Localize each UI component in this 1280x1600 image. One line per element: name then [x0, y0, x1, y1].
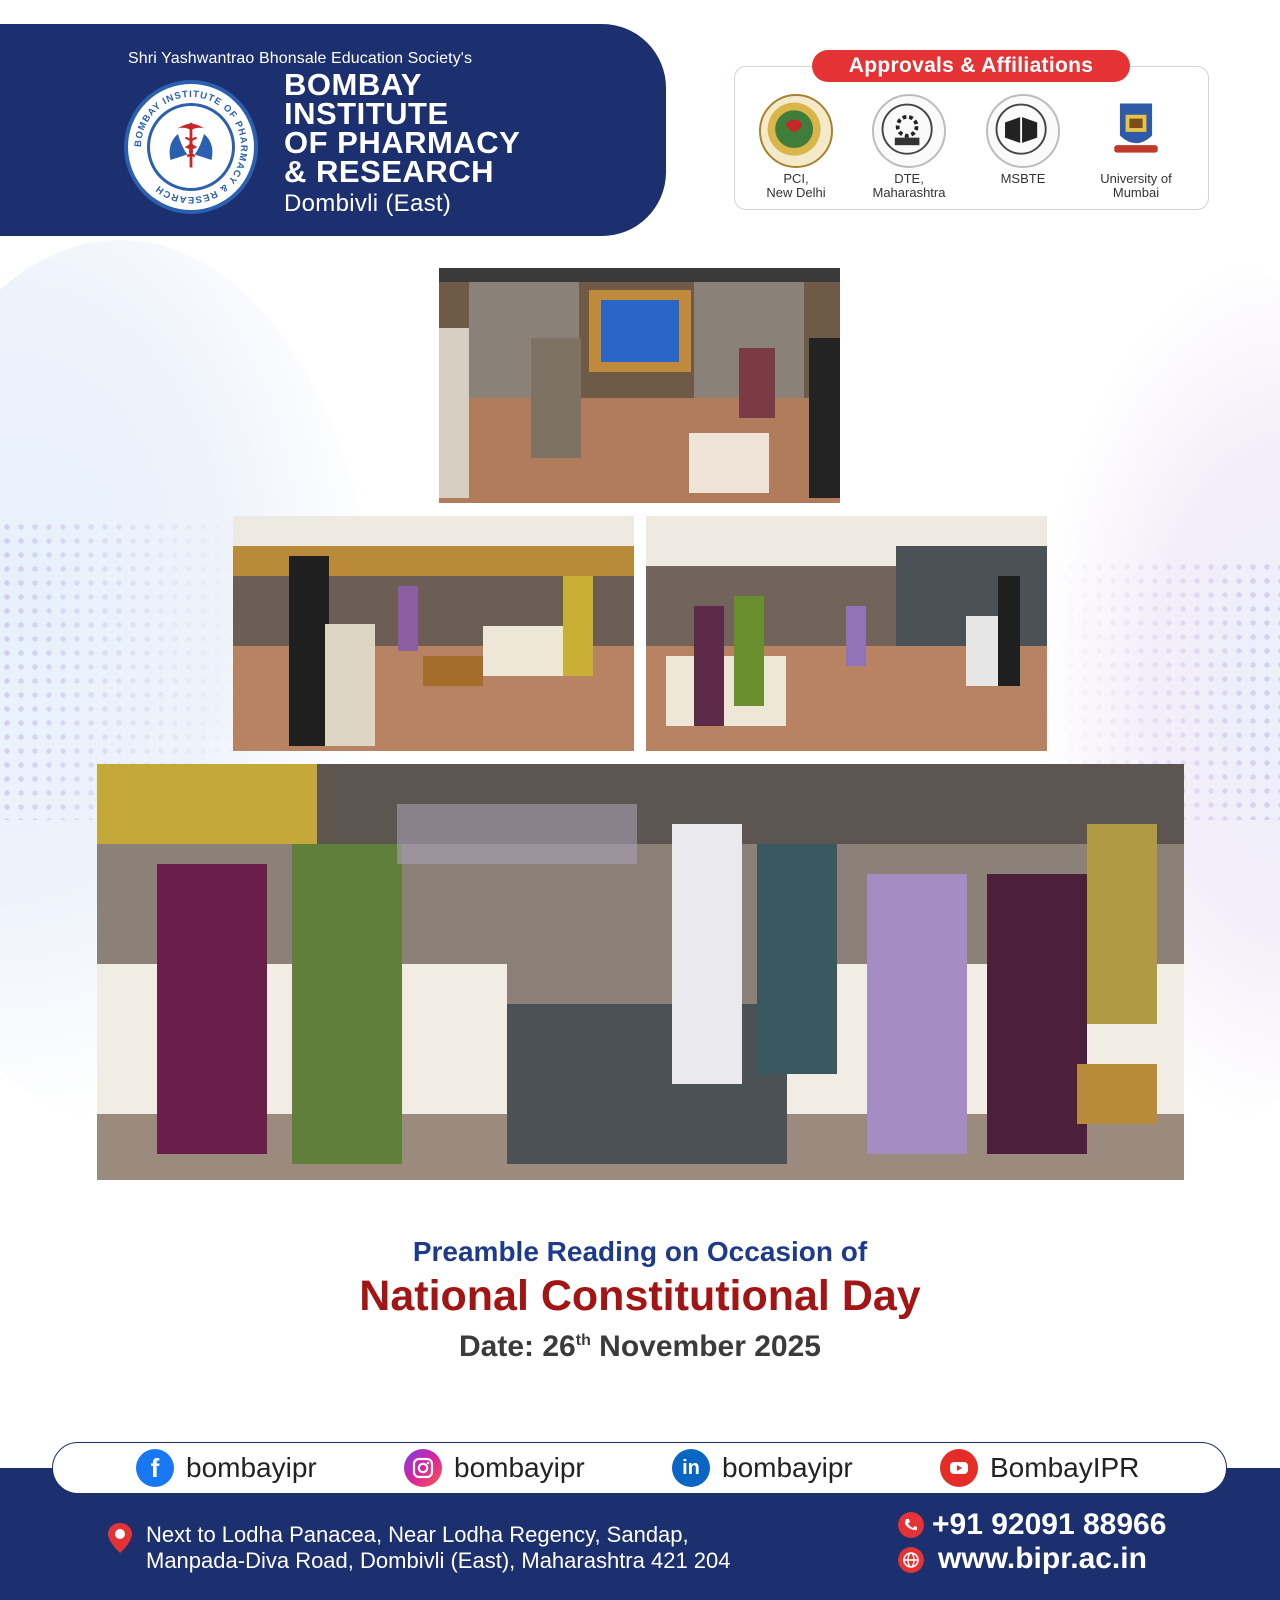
instagram-icon — [404, 1449, 442, 1487]
event-subtitle: Preamble Reading on Occasion of — [412, 1236, 868, 1267]
affiliation-label-line: Maharashtra — [872, 185, 946, 200]
event-title: National Constitutional Day — [359, 1272, 921, 1320]
event-date-prefix: Date: 26 — [459, 1330, 576, 1363]
linkedin-icon: in — [672, 1449, 710, 1487]
social-facebook[interactable] — [136, 1448, 317, 1488]
affiliation-label — [968, 172, 1078, 186]
institute-name — [284, 67, 521, 189]
affiliation-label-line: New Delhi — [766, 185, 826, 200]
institute-name-line: OF PHARMACY — [284, 125, 521, 160]
photo-audience-right — [646, 516, 1047, 751]
msbte-seal-icon — [986, 94, 1060, 168]
website-link[interactable]: www.bipr.ac.in — [938, 1542, 1147, 1575]
affiliation-label-line: DTE, — [894, 171, 924, 186]
social-youtube[interactable] — [940, 1448, 1139, 1488]
affiliation-label-line: Mumbai — [1112, 185, 1160, 200]
address-line: Next to Lodha Panacea, Near Lodha Regency, Sandap, — [146, 1522, 689, 1547]
mumbai-university-crest-icon — [1099, 94, 1173, 168]
globe-icon — [898, 1547, 924, 1573]
youtube-icon — [940, 1449, 978, 1487]
institute-name-line: BOMBAY — [284, 67, 422, 102]
affiliation-label-line: MSBTE — [1000, 171, 1046, 186]
social-handle: bombayipr — [722, 1452, 853, 1483]
affiliation-dte — [854, 94, 964, 200]
approvals-title: Approvals & Affiliations — [812, 50, 1130, 82]
event-date — [0, 1330, 1280, 1364]
affiliation-label-line: University of — [1100, 171, 1172, 186]
social-linkedin[interactable] — [672, 1448, 853, 1488]
affiliation-label — [1081, 172, 1191, 200]
photo-auditorium-screen — [439, 268, 840, 503]
event-date-suffix-ordinal: th — [575, 1332, 591, 1349]
location-pin-icon — [106, 1522, 134, 1554]
phone-number[interactable]: +91 92091 88966 — [932, 1508, 1167, 1541]
social-handle: BombayIPR — [990, 1452, 1140, 1483]
dte-seal-icon — [872, 94, 946, 168]
event-date-month-year: November 2025 — [590, 1330, 821, 1363]
photo-audience-left — [233, 516, 634, 751]
institute-location: Dombivli (East) — [284, 190, 452, 217]
affiliation-pci — [741, 94, 851, 200]
affiliation-university-of-mumbai — [1081, 94, 1191, 200]
address-line: Manpada-Diva Road, Dombivli (East), Maharashtra 421 204 — [146, 1548, 731, 1573]
photo-audience-wide — [97, 764, 1184, 1180]
society-name: Shri Yashwantrao Bhonsale Education Society's — [128, 50, 473, 67]
affiliation-label-line: PCI, — [783, 171, 809, 186]
pci-seal-icon — [759, 94, 833, 168]
social-handle: bombayipr — [454, 1452, 585, 1483]
caduceus-icon — [147, 103, 235, 191]
institute-name-line: INSTITUTE — [284, 96, 449, 131]
social-instagram[interactable] — [404, 1448, 585, 1488]
affiliation-label — [854, 172, 964, 200]
social-handle: bombayipr — [186, 1452, 317, 1483]
institute-logo — [124, 80, 258, 214]
facebook-icon: f — [136, 1449, 174, 1487]
institute-name-line: & RESEARCH — [284, 154, 494, 189]
affiliation-label — [741, 172, 851, 200]
address — [146, 1522, 731, 1574]
affiliation-msbte — [968, 94, 1078, 186]
logo-ring-label: BOMBAY INSTITUTE OF PHARMACY & RESEARCH — [132, 88, 250, 206]
phone-icon — [898, 1512, 924, 1538]
